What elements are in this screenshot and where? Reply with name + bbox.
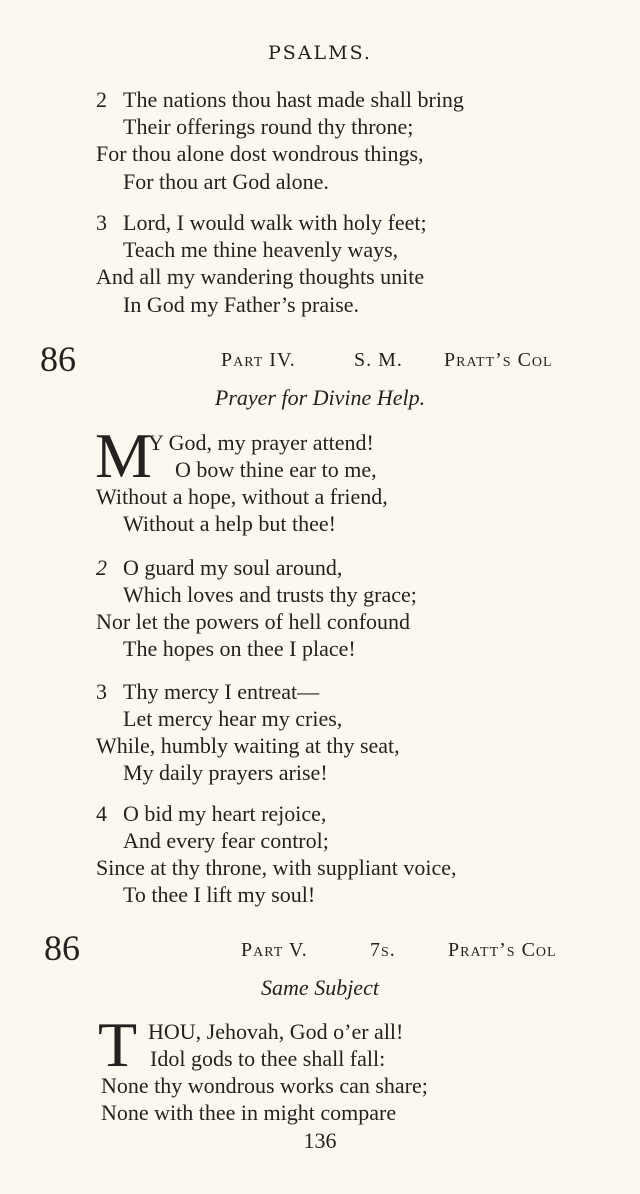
hymn-part: Part IV. [221,349,296,371]
stanza-number: 2 [96,87,107,112]
page-number: 136 [303,1128,337,1153]
hymn-number: 86 [40,339,76,379]
verse-line: And every fear control; [123,828,329,853]
verse-line: For thou art God alone. [123,169,329,194]
verse-line: Lord, I would walk with holy feet; [123,210,427,235]
verse-line: Y God, my prayer attend! [148,430,374,455]
stanza-number: 3 [96,679,107,704]
verse-line: Teach me thine heavenly ways, [123,237,399,262]
verse-line: The nations thou hast made shall bring [123,87,464,112]
verse-line: My daily prayers arise! [123,760,328,785]
verse-line: None thy wondrous works can share; [101,1073,428,1098]
hymn-meter: 7s. [370,939,396,961]
hymn-title: Prayer for Divine Help. [214,385,426,410]
verse-line: And all my wandering thoughts unite [96,264,425,289]
verse-line: While, humbly waiting at thy seat, [96,733,400,758]
verse-line: Thy mercy I entreat— [123,679,320,704]
hymn-meter: S. M. [354,349,403,371]
verse-line: O bid my heart rejoice, [123,801,327,826]
verse-line: Their offerings round thy throne; [123,114,414,139]
verse-line: HOU, Jehovah, God o’er all! [148,1019,404,1044]
stanza-number: 4 [96,801,107,826]
hymn-part: Part V. [241,939,308,961]
verse-line: Since at thy throne, with suppliant voice, [96,855,457,880]
verse-line: O guard my soul around, [123,555,343,580]
hymn-number: 86 [44,928,80,968]
verse-line: Idol gods to thee shall fall: [150,1046,386,1071]
verse-line: The hopes on thee I place! [123,636,356,661]
verse-line: Without a hope, without a friend, [96,484,388,509]
drop-cap: M [95,420,152,491]
running-head: PSALMS. [268,42,372,64]
verse-line: For thou alone dost wondrous things, [96,141,424,166]
verse-line: Let mercy hear my cries, [123,706,343,731]
verse-line: Nor let the powers of hell confound [96,609,411,634]
stanza-number: 3 [96,210,107,235]
verse-line: Without a help but thee! [123,511,336,536]
verse-line: Which loves and trusts thy grace; [123,582,417,607]
hymn-source: Pratt’s Col [444,349,553,371]
stanza-number: 2 [96,555,107,580]
verse-line: In God my Father’s praise. [123,292,360,317]
verse-line: To thee I lift my soul! [123,882,316,907]
hymn-title: Same Subject [261,975,379,1000]
verse-line: None with thee in might compare [101,1100,397,1125]
verse-line: O bow thine ear to me, [175,457,377,482]
hymn-source: Pratt’s Col [448,939,557,961]
drop-cap: T [98,1009,138,1080]
